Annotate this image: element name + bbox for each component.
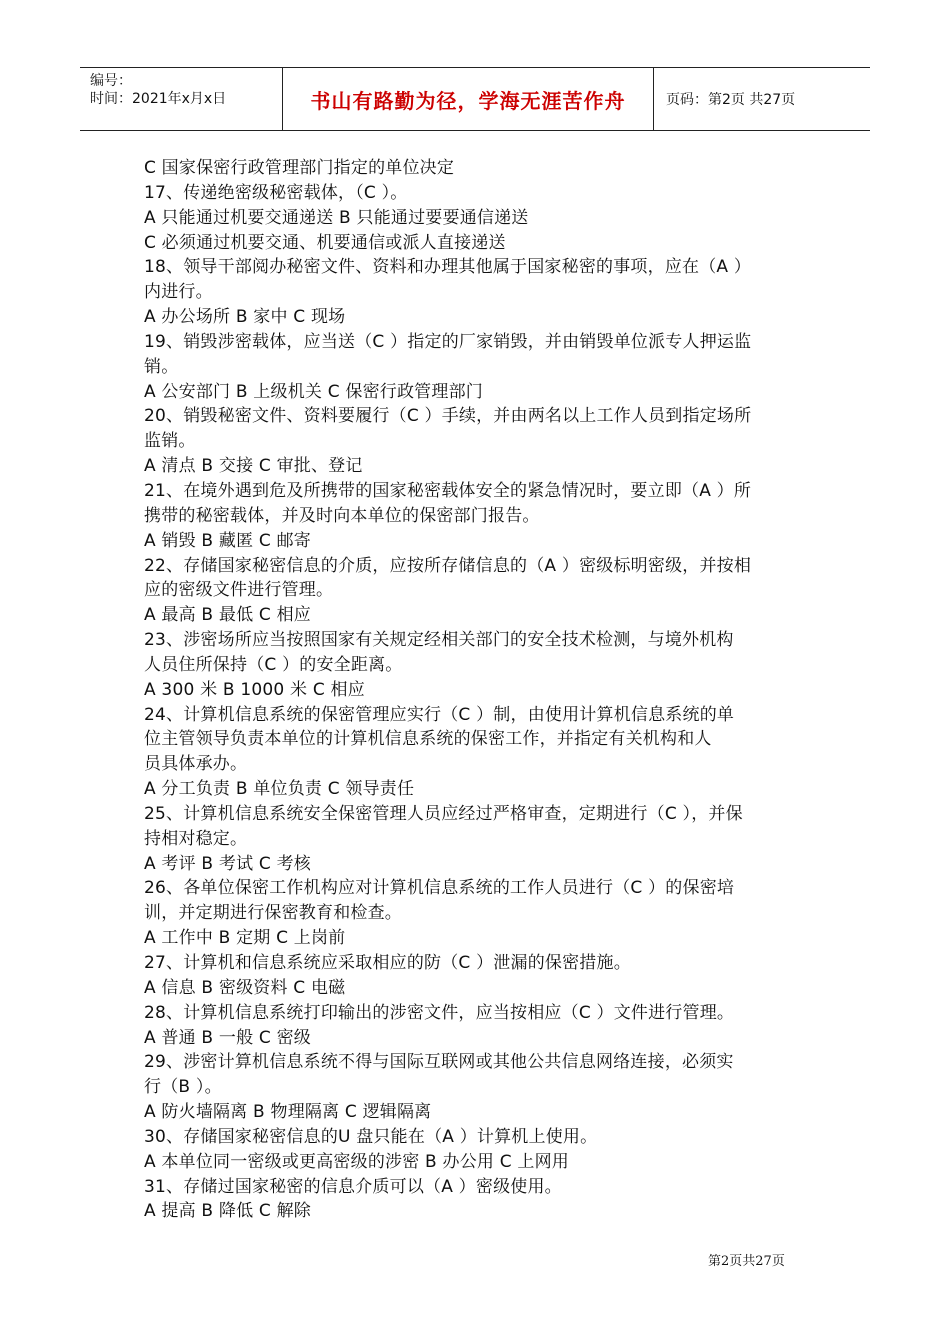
text-line: C 必须通过机要交通、机要通信或派人直接递送 — [144, 232, 506, 253]
text-line: 应的密级文件进行管理。 — [144, 580, 334, 601]
text-line: A 最高 B 最低 C 相应 — [144, 605, 311, 626]
text-line: A 本单位同一密级或更高密级的涉密 B 办公用 C 上网用 — [144, 1151, 569, 1172]
header-motto: 书山有路勤为径，学海无涯苦作舟 — [282, 68, 654, 130]
text-line: 18、领导干部阅办秘密文件、资料和办理其他属于国家秘密的事项，应在（A ） — [144, 257, 752, 278]
text-line: 携带的秘密载体，并及时向本单位的保密部门报告。 — [144, 505, 540, 526]
document-body — [144, 156, 814, 1224]
text-line: 30、存储国家秘密信息的U 盘只能在（A ）计算机上使用。 — [144, 1126, 598, 1147]
text-line: A 300 米 B 1000 米 C 相应 — [144, 679, 365, 700]
page-header — [80, 67, 870, 131]
text-line: 17、传递绝密级秘密载体，（C ）。 — [144, 182, 408, 203]
text-line: 22、存储国家秘密信息的介质，应按所存储信息的（A ）密级标明密级，并按相 — [144, 555, 752, 576]
text-line: A 信息 B 密级资料 C 电磁 — [144, 977, 346, 998]
text-line: A 只能通过机要交通递送 B 只能通过要要通信递送 — [144, 207, 529, 228]
header-meta — [80, 68, 282, 130]
text-line: 23、涉密场所应当按照国家有关规定经相关部门的安全技术检测，与境外机构 — [144, 630, 734, 651]
text-line: A 分工负责 B 单位负责 C 领导责任 — [144, 779, 415, 800]
text-line: 21、在境外遇到危及所携带的国家秘密载体安全的紧急情况时，要立即（A ）所 — [144, 480, 752, 501]
text-line: 员具体承办。 — [144, 754, 248, 775]
text-line: 29、涉密计算机信息系统不得与国际互联网或其他公共信息网络连接，必须实 — [144, 1052, 734, 1073]
text-line: 销。 — [144, 356, 179, 377]
text-line: 24、计算机信息系统的保密管理应实行（C ）制，由使用计算机信息系统的单 — [144, 704, 735, 725]
text-line: A 公安部门 B 上级机关 C 保密行政管理部门 — [144, 381, 483, 402]
text-line: A 考评 B 考试 C 考核 — [144, 853, 311, 874]
document-number-label: 编号： — [90, 73, 132, 89]
text-line: C 国家保密行政管理部门指定的单位决定 — [144, 158, 455, 178]
text-line: 行（B ）。 — [144, 1077, 222, 1098]
text-line: 内进行。 — [144, 282, 213, 303]
text-line: 27、计算机和信息系统应采取相应的防（C ）泄漏的保密措施。 — [144, 953, 631, 973]
text-line: A 清点 B 交接 C 审批、登记 — [144, 456, 363, 477]
text-line: 19、销毁涉密载体，应当送（C ）指定的厂家销毁，并由销毁单位派专人押运监 — [144, 331, 752, 352]
text-line: 持相对稳定。 — [144, 828, 248, 849]
text-line: 监销。 — [144, 431, 196, 452]
text-line: A 防火墙隔离 B 物理隔离 C 逻辑隔离 — [144, 1102, 432, 1123]
text-line: A 销毁 B 藏匿 C 邮寄 — [144, 530, 311, 551]
text-line: 26、各单位保密工作机构应对计算机信息系统的工作人员进行（C ）的保密培 — [144, 878, 735, 899]
text-line: A 工作中 B 定期 C 上岗前 — [144, 928, 346, 949]
text-line: 25、计算机信息系统安全保密管理人员应经过严格审查，定期进行（C ），并保 — [144, 803, 743, 824]
text-line: 28、计算机信息系统打印输出的涉密文件，应当按相应（C ）文件进行管理。 — [144, 1002, 735, 1023]
text-line: 位主管领导负责本单位的计算机信息系统的保密工作，并指定有关机构和人 — [144, 729, 712, 750]
text-line: 训，并定期进行保密教育和检查。 — [144, 903, 402, 924]
text-line: 人员住所保持（C ）的安全距离。 — [144, 654, 403, 675]
page-footer: 第2页共27页 — [708, 1254, 785, 1269]
text-line: A 普通 B 一般 C 密级 — [144, 1027, 311, 1048]
text-line: A 提高 B 降低 C 解除 — [144, 1201, 311, 1222]
text-line: 20、销毁秘密文件、资料要履行（C ）手续，并由两名以上工作人员到指定场所 — [144, 406, 752, 427]
header-page-code: 页码：第2页 共27页 — [666, 92, 796, 108]
text-line: A 办公场所 B 家中 C 现场 — [144, 307, 346, 328]
text-line: 31、存储过国家秘密的信息介质可以（A ）密级使用。 — [144, 1176, 562, 1197]
document-date: 时间：2021年x月x日 — [90, 91, 227, 107]
